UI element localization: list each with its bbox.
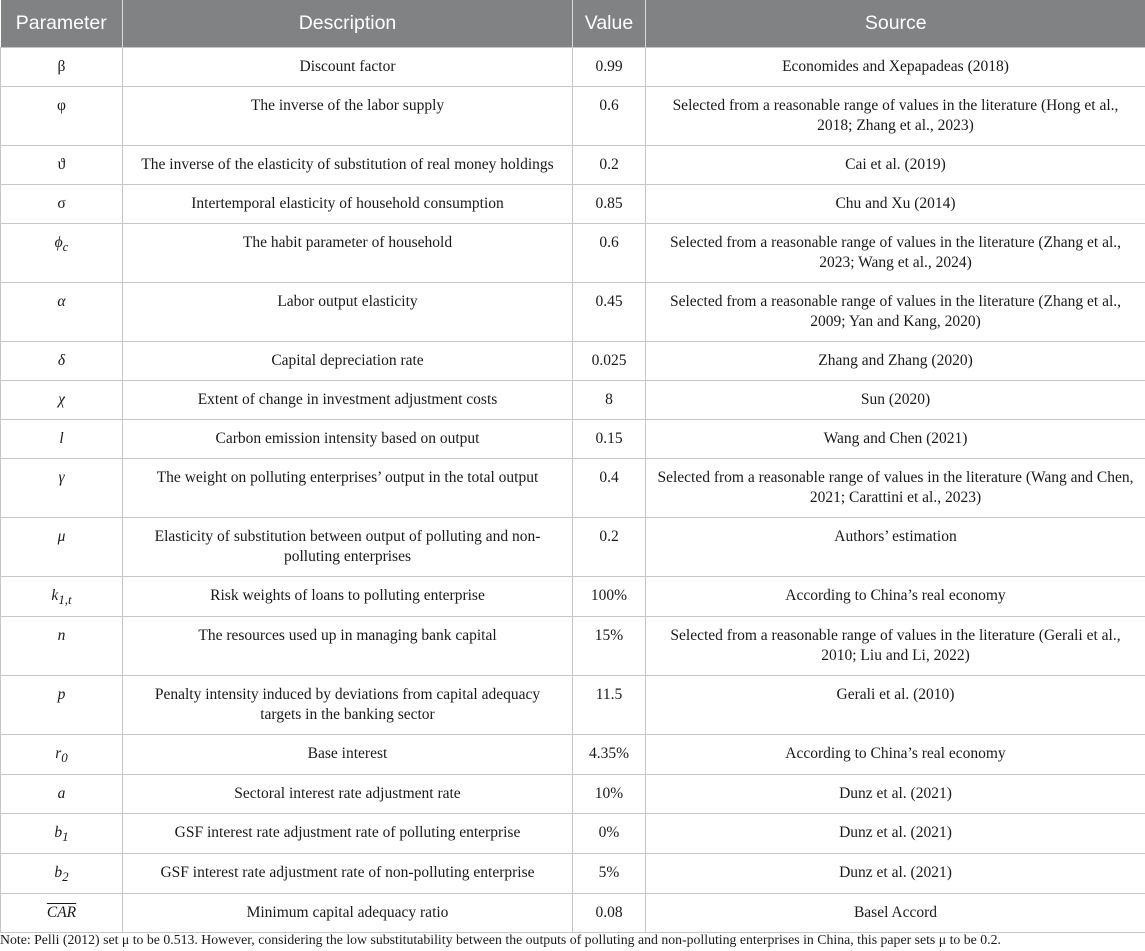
parameter-value: 5% <box>573 854 646 894</box>
parameter-symbol: $\phi_c$ <box>1 224 123 283</box>
header-value: Value <box>573 0 646 48</box>
parameter-description: The weight on polluting enterprises’ output in the total output <box>123 459 573 518</box>
table-row <box>1 518 1145 577</box>
parameter-value: 0.4 <box>573 459 646 518</box>
header-parameter: Parameter <box>1 0 123 48</box>
parameter-symbol: α <box>1 283 123 342</box>
parameter-source: Dunz et al. (2021) <box>646 854 1145 894</box>
parameter-value: 4.35% <box>573 735 646 775</box>
parameter-value: 0.99 <box>573 48 646 87</box>
parameter-source: Zhang and Zhang (2020) <box>646 342 1145 381</box>
parameter-description: Elasticity of substitution between output of polluting and non-polluting enterprises <box>123 518 573 577</box>
parameter-symbol: γ <box>1 459 123 518</box>
parameter-symbol: a <box>1 775 123 814</box>
parameter-value: 0.08 <box>573 894 646 933</box>
table-row <box>1 185 1145 224</box>
parameter-value: 0.85 <box>573 185 646 224</box>
parameter-symbol: β <box>1 48 123 87</box>
table-row <box>1 617 1145 676</box>
parameter-symbol: l <box>1 420 123 459</box>
parameter-description: GSF interest rate adjustment rate of polluting enterprise <box>123 814 573 854</box>
parameter-description: The resources used up in managing bank capital <box>123 617 573 676</box>
parameter-symbol: p <box>1 676 123 735</box>
parameter-description: The habit parameter of household <box>123 224 573 283</box>
parameter-value: 0.2 <box>573 146 646 185</box>
parameter-source: Basel Accord <box>646 894 1145 933</box>
parameter-symbol: ϑ <box>1 146 123 185</box>
parameter-source: Cai et al. (2019) <box>646 146 1145 185</box>
parameter-symbol: $b_2$ <box>1 854 123 894</box>
parameter-source: Selected from a reasonable range of values in the literature (Zhang et al., 2023; Wang et al., 2024) <box>646 224 1145 283</box>
table-row <box>1 894 1145 933</box>
parameter-value: 0.15 <box>573 420 646 459</box>
parameter-value: 11.5 <box>573 676 646 735</box>
header-source: Source <box>646 0 1145 48</box>
parameter-symbol: φ <box>1 87 123 146</box>
parameter-value: 0% <box>573 814 646 854</box>
parameter-symbol: χ <box>1 381 123 420</box>
table-note: Note: Pelli (2012) set μ to be 0.513. However, considering the low substitutability between the outputs of polluting and non-polluting enterprises in China, this paper sets μ to be 0.2. <box>0 932 1001 947</box>
parameter-value: 0.6 <box>573 87 646 146</box>
parameter-symbol: n <box>1 617 123 676</box>
parameter-source: Selected from a reasonable range of values in the literature (Hong et al., 2018; Zhang et al., 2023) <box>646 87 1145 146</box>
parameter-description: The inverse of the labor supply <box>123 87 573 146</box>
parameter-description: Labor output elasticity <box>123 283 573 342</box>
parameter-symbol: $\overline{CAR}$ <box>1 894 123 933</box>
parameter-source: Economides and Xepapadeas (2018) <box>646 48 1145 87</box>
parameter-description: Base interest <box>123 735 573 775</box>
parameter-symbol: $b_1$ <box>1 814 123 854</box>
parameter-description: Risk weights of loans to polluting enterprise <box>123 577 573 617</box>
parameter-value: 10% <box>573 775 646 814</box>
table-row <box>1 854 1145 894</box>
parameter-symbol: μ <box>1 518 123 577</box>
parameter-source: Dunz et al. (2021) <box>646 775 1145 814</box>
parameter-source: According to China’s real economy <box>646 577 1145 617</box>
parameter-value: 0.025 <box>573 342 646 381</box>
parameter-value: 8 <box>573 381 646 420</box>
parameter-source: Gerali et al. (2010) <box>646 676 1145 735</box>
parameter-symbol: $r_0$ <box>1 735 123 775</box>
parameter-value: 100% <box>573 577 646 617</box>
table-header-row <box>1 0 1145 48</box>
table-row <box>1 676 1145 735</box>
parameter-description: The inverse of the elasticity of substitution of real money holdings <box>123 146 573 185</box>
table-row <box>1 87 1145 146</box>
parameter-symbol: δ <box>1 342 123 381</box>
header-description: Description <box>123 0 573 48</box>
parameter-symbol: $k_{1,t}$ <box>1 577 123 617</box>
parameter-value: 0.2 <box>573 518 646 577</box>
parameter-description: Intertemporal elasticity of household consumption <box>123 185 573 224</box>
table-row <box>1 224 1145 283</box>
parameter-source: Selected from a reasonable range of values in the literature (Wang and Chen, 2021; Carattini et al., 2023) <box>646 459 1145 518</box>
parameter-description: Capital depreciation rate <box>123 342 573 381</box>
parameter-source: Sun (2020) <box>646 381 1145 420</box>
table-row <box>1 342 1145 381</box>
parameter-value: 0.6 <box>573 224 646 283</box>
parameter-description: Penalty intensity induced by deviations from capital adequacy targets in the banking sector <box>123 676 573 735</box>
table-row <box>1 775 1145 814</box>
table-row <box>1 48 1145 87</box>
table-row <box>1 381 1145 420</box>
parameter-source: Authors’ estimation <box>646 518 1145 577</box>
parameter-value: 0.45 <box>573 283 646 342</box>
table-row <box>1 146 1145 185</box>
table-row <box>1 420 1145 459</box>
table-row <box>1 735 1145 775</box>
table-row <box>1 577 1145 617</box>
parameter-description: Extent of change in investment adjustment costs <box>123 381 573 420</box>
parameter-source: Dunz et al. (2021) <box>646 814 1145 854</box>
parameter-symbol: σ <box>1 185 123 224</box>
parameter-source: Chu and Xu (2014) <box>646 185 1145 224</box>
table-row <box>1 283 1145 342</box>
parameter-description: Sectoral interest rate adjustment rate <box>123 775 573 814</box>
parameter-description: GSF interest rate adjustment rate of non-polluting enterprise <box>123 854 573 894</box>
table-row <box>1 814 1145 854</box>
parameter-description: Carbon emission intensity based on output <box>123 420 573 459</box>
parameter-value: 15% <box>573 617 646 676</box>
parameter-source: Selected from a reasonable range of values in the literature (Zhang et al., 2009; Yan and Kang, 2020) <box>646 283 1145 342</box>
parameter-source: Wang and Chen (2021) <box>646 420 1145 459</box>
parameter-source: Selected from a reasonable range of values in the literature (Gerali et al., 2010; Liu and Li, 2022) <box>646 617 1145 676</box>
parameter-source: According to China’s real economy <box>646 735 1145 775</box>
parameter-description: Discount factor <box>123 48 573 87</box>
parameter-description: Minimum capital adequacy ratio <box>123 894 573 933</box>
table-row <box>1 459 1145 518</box>
